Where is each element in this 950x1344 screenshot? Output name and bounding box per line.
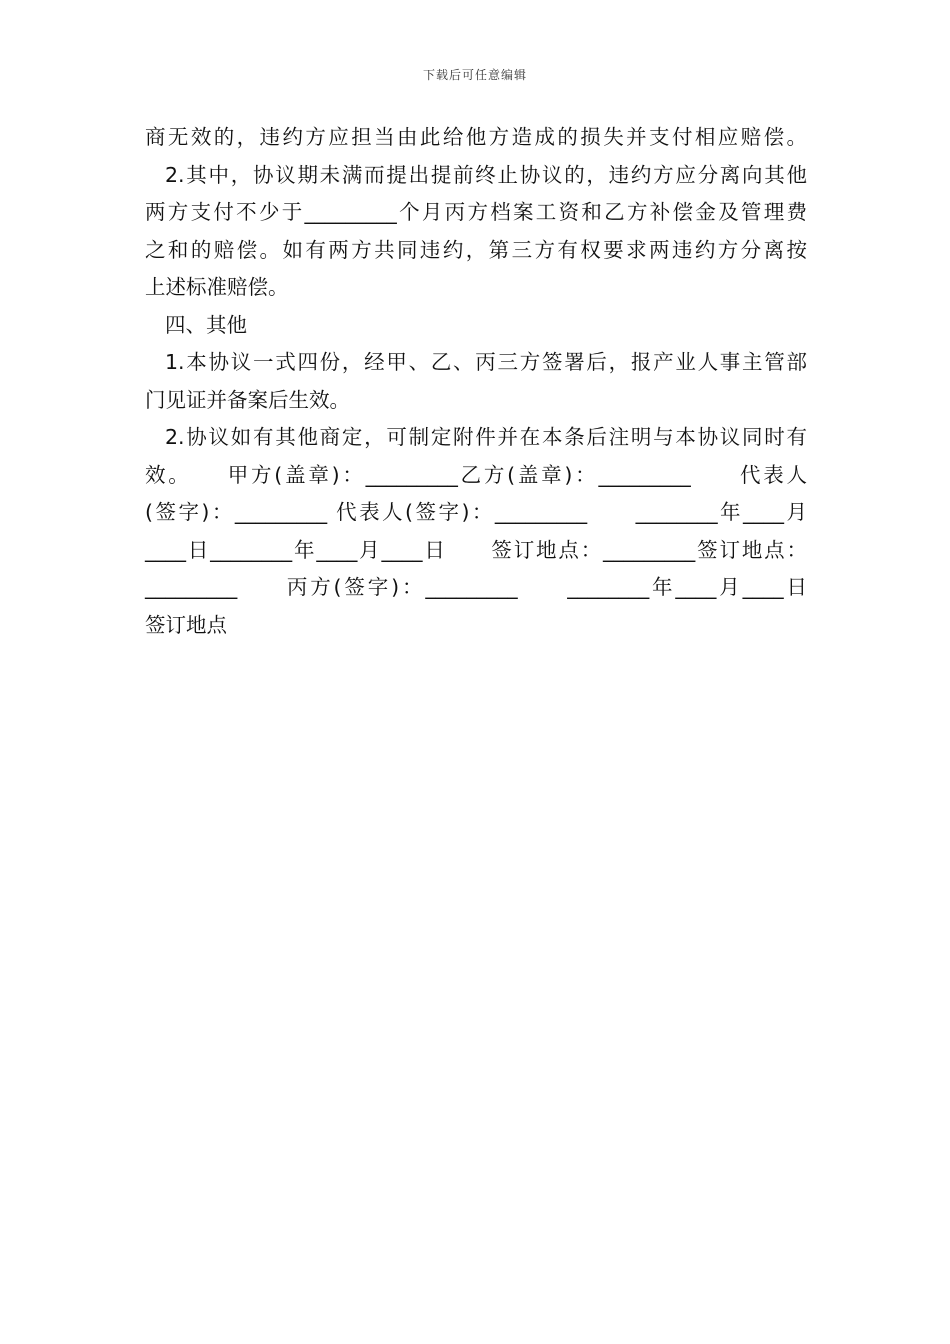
paragraph-line: 上述标准赔偿。 (145, 275, 289, 299)
document-body (145, 119, 807, 644)
paragraph-line: 两方支付不少于_________个月丙方档案工资和乙方补偿金及管理费 (145, 200, 807, 224)
section-heading: 四、其他 (165, 312, 247, 337)
signature-line: (签字)：_________ 代表人(签字)：_________ ________年____月 (145, 500, 807, 524)
clause-2-line: 2.协议如有其他商定，可制定附件并在本条后注明与本协议同时有 (165, 425, 807, 449)
paragraph-line: 之和的赔偿。如有两方共同违约，第三方有权要求两违约方分离按 (145, 237, 807, 262)
paragraph-line: 门见证并备案后生效。 (145, 387, 350, 412)
clause-1-line: 1.本协议一式四份，经甲、乙、丙三方签署后，报产业人事主管部 (165, 350, 807, 374)
signature-line: 签订地点 (145, 612, 227, 637)
page-header: 下载后可任意编辑 (422, 68, 527, 82)
paragraph-line: 商无效的，违约方应担当由此给他方造成的损失并支付相应赔偿。 (145, 125, 807, 149)
signature-line: _________ 丙方(签字)：_________ ________年____月____日 (145, 575, 807, 599)
signature-line: 效。 甲方(盖章)：_________乙方(盖章)：_________ 代表人 (145, 462, 807, 487)
clause-2-line: 2.其中，协议期未满而提出提前终止协议的，违约方应分离向其他 (165, 162, 807, 187)
signature-line: ____日________年____月____日 签订地点：_________签订地点： (145, 537, 807, 562)
